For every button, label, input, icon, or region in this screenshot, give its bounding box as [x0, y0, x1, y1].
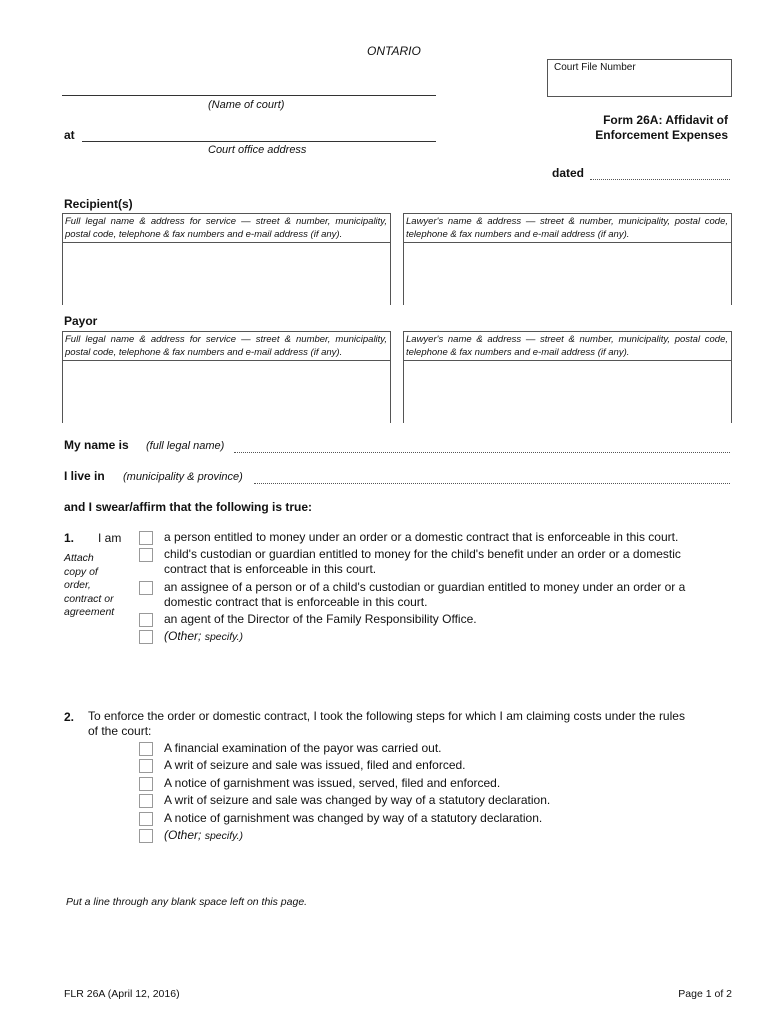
- step-financial-examination: A financial examination of the payor was carried out.: [164, 741, 442, 755]
- recipient-lawyer-box[interactable]: [403, 213, 732, 305]
- attach-note: [64, 552, 114, 620]
- jurisdiction: ONTARIO: [367, 44, 421, 58]
- page-number: Page 1 of 2: [678, 988, 732, 1000]
- checkbox-garnishment-issued[interactable]: [139, 777, 153, 791]
- recipient-party-divider: [63, 242, 390, 243]
- other-label: (Other;: [164, 629, 202, 643]
- recipient-party-header: Full legal name & address for service — street & number, municipality, postal code, telephone & fax numbers and e-mail address (if any).: [65, 216, 387, 240]
- dated-line[interactable]: [590, 179, 730, 180]
- live-line[interactable]: [254, 483, 730, 484]
- court-address-line[interactable]: [82, 141, 436, 142]
- attach-note-line: copy of: [64, 565, 98, 578]
- form-title-line1: Form 26A: Affidavit of: [603, 113, 728, 127]
- court-name-line[interactable]: [62, 95, 436, 96]
- option-assignee-line2: domestic contract that is enforceable in this court.: [164, 595, 428, 609]
- attach-note-line: agreement: [64, 606, 115, 618]
- option-custodian-line2: contract that is enforceable in this court.: [164, 562, 377, 576]
- name-hint: (full legal name): [146, 440, 225, 452]
- step-writ-issued: A writ of seizure and sale was issued, filed and enforced.: [164, 758, 466, 772]
- recipient-party-box[interactable]: [62, 213, 391, 305]
- checkbox-writ-issued[interactable]: [139, 759, 153, 773]
- option-other-1: [164, 629, 243, 645]
- payor-party-divider: [63, 360, 390, 361]
- checkbox-assignee[interactable]: [139, 581, 153, 595]
- checkbox-other-2[interactable]: [139, 829, 153, 843]
- blank-space-note: Put a line through any blank space left on this page.: [66, 896, 308, 908]
- checkbox-other-1[interactable]: [139, 630, 153, 644]
- payor-lawyer-box[interactable]: [403, 331, 732, 423]
- section1-number: 1.: [64, 531, 75, 545]
- step-writ-changed: A writ of seizure and sale was changed by way of a statutory declaration.: [164, 793, 551, 807]
- checkbox-custodian[interactable]: [139, 548, 153, 562]
- option-assignee-line1: an assignee of a person or of a child's custodian or guardian entitled to money under an order or a: [164, 580, 686, 594]
- attach-note-line: Attach: [64, 552, 94, 564]
- section1-lead: I am: [98, 531, 122, 545]
- attach-note-line: order,: [64, 579, 91, 591]
- step-garnishment-issued: A notice of garnishment was issued, served, filed and enforced.: [164, 776, 501, 790]
- specify-label: specify.): [204, 631, 244, 643]
- checkbox-fro-agent[interactable]: [139, 613, 153, 627]
- step-garnishment-changed: A notice of garnishment was changed by way of a statutory declaration.: [164, 811, 543, 825]
- section2-number: 2.: [64, 710, 75, 724]
- recipient-lawyer-header: Lawyer's name & address — street & number, municipality, postal code, telephone & fax numbers and e-mail address (if any).: [406, 216, 728, 240]
- payor-lawyer-divider: [404, 360, 731, 361]
- payor-lawyer-header: Lawyer's name & address — street & number, municipality, postal code, telephone & fax numbers and e-mail address (if any).: [406, 334, 728, 358]
- checkbox-writ-changed[interactable]: [139, 794, 153, 808]
- court-office-address-label: Court office address: [208, 144, 307, 156]
- payor-heading: Payor: [64, 314, 98, 328]
- checkbox-financial-examination[interactable]: [139, 742, 153, 756]
- section2-intro-line2: of the court:: [88, 724, 152, 738]
- name-line[interactable]: [234, 452, 730, 453]
- payor-party-header: Full legal name & address for service — street & number, municipality, postal code, telephone & fax numbers and e-mail address (if any).: [65, 334, 387, 358]
- dated-label: dated: [552, 166, 585, 180]
- form-title-line2: Enforcement Expenses: [595, 128, 728, 142]
- form-id: FLR 26A (April 12, 2016): [64, 988, 180, 1000]
- live-label: I live in: [64, 469, 105, 483]
- attach-note-line: contract or: [64, 592, 114, 605]
- step-other: [164, 828, 243, 844]
- name-of-court-label: (Name of court): [208, 99, 285, 111]
- option-custodian-line1: child's custodian or guardian entitled to money for the child's benefit under an order or a domestic: [164, 547, 681, 561]
- option-entitled-person: a person entitled to money under an order or a domestic contract that is enforceable in this court.: [164, 530, 679, 544]
- name-label: My name is: [64, 438, 129, 452]
- live-hint: (municipality & province): [123, 471, 243, 483]
- checkbox-garnishment-changed[interactable]: [139, 812, 153, 826]
- option-fro-agent: an agent of the Director of the Family Responsibility Office.: [164, 612, 477, 626]
- checkbox-entitled-person[interactable]: [139, 531, 153, 545]
- at-label: at: [64, 128, 75, 142]
- swear-text: and I swear/affirm that the following is true:: [64, 500, 313, 514]
- recipient-lawyer-divider: [404, 242, 731, 243]
- other-label: (Other;: [164, 828, 202, 842]
- recipients-heading: Recipient(s): [64, 197, 133, 211]
- court-file-number-box[interactable]: [547, 59, 732, 97]
- court-file-number-label: Court File Number: [554, 62, 636, 73]
- section2-intro-line1: To enforce the order or domestic contract, I took the following steps for which I am claiming costs under the rules: [88, 709, 685, 723]
- specify-label: specify.): [204, 830, 244, 842]
- payor-party-box[interactable]: [62, 331, 391, 423]
